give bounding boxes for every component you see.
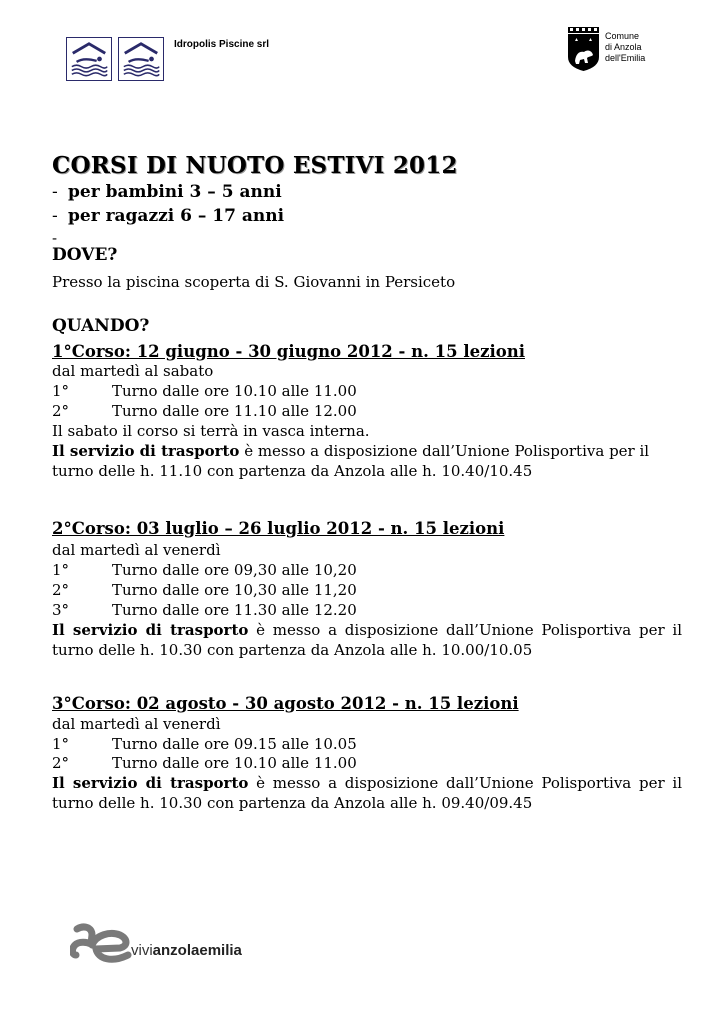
quando-heading: QUANDO?: [52, 316, 150, 336]
subtitle-dash: -: [52, 206, 58, 226]
turn-number: 1°: [52, 561, 70, 579]
dove-text: Presso la piscina scoperta di S. Giovanni in Persiceto: [52, 273, 456, 291]
ae-logo-icon: [70, 915, 136, 967]
comune-line: di Anzola: [605, 42, 642, 52]
turn-number: 2°: [52, 754, 70, 772]
course-3-title: 3°Corso: 02 agosto - 30 agosto 2012 - n. 15 lezioni: [52, 694, 519, 713]
transport-text: è messo a disposizione dall’Unione Polisportiva per il turno delle h. 10.30 con partenza da Anzola alle h. 09.40/09.45: [52, 774, 682, 812]
footer-brand-bold: anzolaemilia: [152, 942, 242, 959]
transport-text: è messo a disposizione dall’Unione Polisportiva per il turno delle h. 11.10 con partenza da Anzola alle h. 10.40/10.45: [52, 442, 650, 480]
turn-text: Turno dalle ore 09,30 alle 10,20: [112, 561, 357, 579]
comune-line: dell'Emilia: [605, 53, 646, 63]
course-2-turn-2: [52, 580, 357, 600]
extra-dash: -: [52, 229, 58, 247]
subtitle-dash: -: [52, 182, 58, 202]
turn-text: Turno dalle ore 09.15 alle 10.05: [112, 735, 357, 753]
course-1-turn-1: [52, 381, 357, 401]
subtitle-text: per bambini 3 – 5 anni: [68, 182, 282, 202]
course-2-transport: [52, 620, 682, 660]
course-3-turn-1: [52, 734, 357, 754]
turn-text: Turno dalle ore 10.10 alle 11.00: [112, 382, 357, 400]
course-1-turn-2: [52, 401, 357, 421]
course-2-turn-1: [52, 560, 357, 580]
turn-number: 2°: [52, 581, 70, 599]
page-title: CORSI DI NUOTO ESTIVI 2012: [52, 152, 458, 179]
course-2-days: dal martedì al venerdì: [52, 541, 221, 559]
course-2-turn-3: [52, 600, 357, 620]
turn-number: 1°: [52, 735, 70, 753]
subtitle-children: [52, 182, 282, 202]
footer-brand-light: vivi: [131, 942, 153, 959]
course-3-days: dal martedì al venerdì: [52, 715, 221, 733]
course-1-transport: [52, 441, 682, 481]
swimmer-icon: [119, 38, 163, 80]
transport-label: Il servizio di trasporto: [52, 774, 249, 792]
course-1-title: 1°Corso: 12 giugno - 30 giugno 2012 - n. 15 lezioni: [52, 342, 525, 361]
turn-text: Turno dalle ore 11.30 alle 12.20: [112, 601, 357, 619]
comune-crest-icon: [567, 27, 600, 72]
turn-number: 3°: [52, 601, 70, 619]
idropolis-logo-left: [66, 37, 112, 81]
turn-text: Turno dalle ore 10,30 alle 11,20: [112, 581, 357, 599]
footer-brand: [131, 942, 242, 959]
transport-text: è messo a disposizione dall’Unione Polisportiva per il turno delle h. 10.30 con partenza da Anzola alle h. 10.00/10.05: [52, 621, 682, 659]
turn-number: 2°: [52, 402, 70, 420]
comune-line: Comune: [605, 31, 640, 41]
transport-label: Il servizio di trasporto: [52, 621, 249, 639]
course-1-days: dal martedì al sabato: [52, 362, 214, 380]
course-3-transport: [52, 773, 682, 813]
turn-number: 1°: [52, 382, 70, 400]
swimmer-icon: [67, 38, 111, 80]
turn-text: Turno dalle ore 10.10 alle 11.00: [112, 754, 357, 772]
course-2-title: 2°Corso: 03 luglio – 26 luglio 2012 - n. 15 lezioni: [52, 519, 505, 538]
transport-label: Il servizio di trasporto: [52, 442, 240, 460]
comune-name: [605, 31, 645, 64]
idropolis-logo-right: [118, 37, 164, 81]
subtitle-teens: [52, 206, 284, 226]
turn-text: Turno dalle ore 11.10 alle 12.00: [112, 402, 357, 420]
dove-heading: DOVE?: [52, 245, 118, 265]
course-1-note: Il sabato il corso si terrà in vasca interna.: [52, 422, 370, 440]
subtitle-text: per ragazzi 6 – 17 anni: [68, 206, 285, 226]
course-3-turn-2: [52, 753, 357, 773]
company-name: Idropolis Piscine srl: [174, 39, 270, 50]
